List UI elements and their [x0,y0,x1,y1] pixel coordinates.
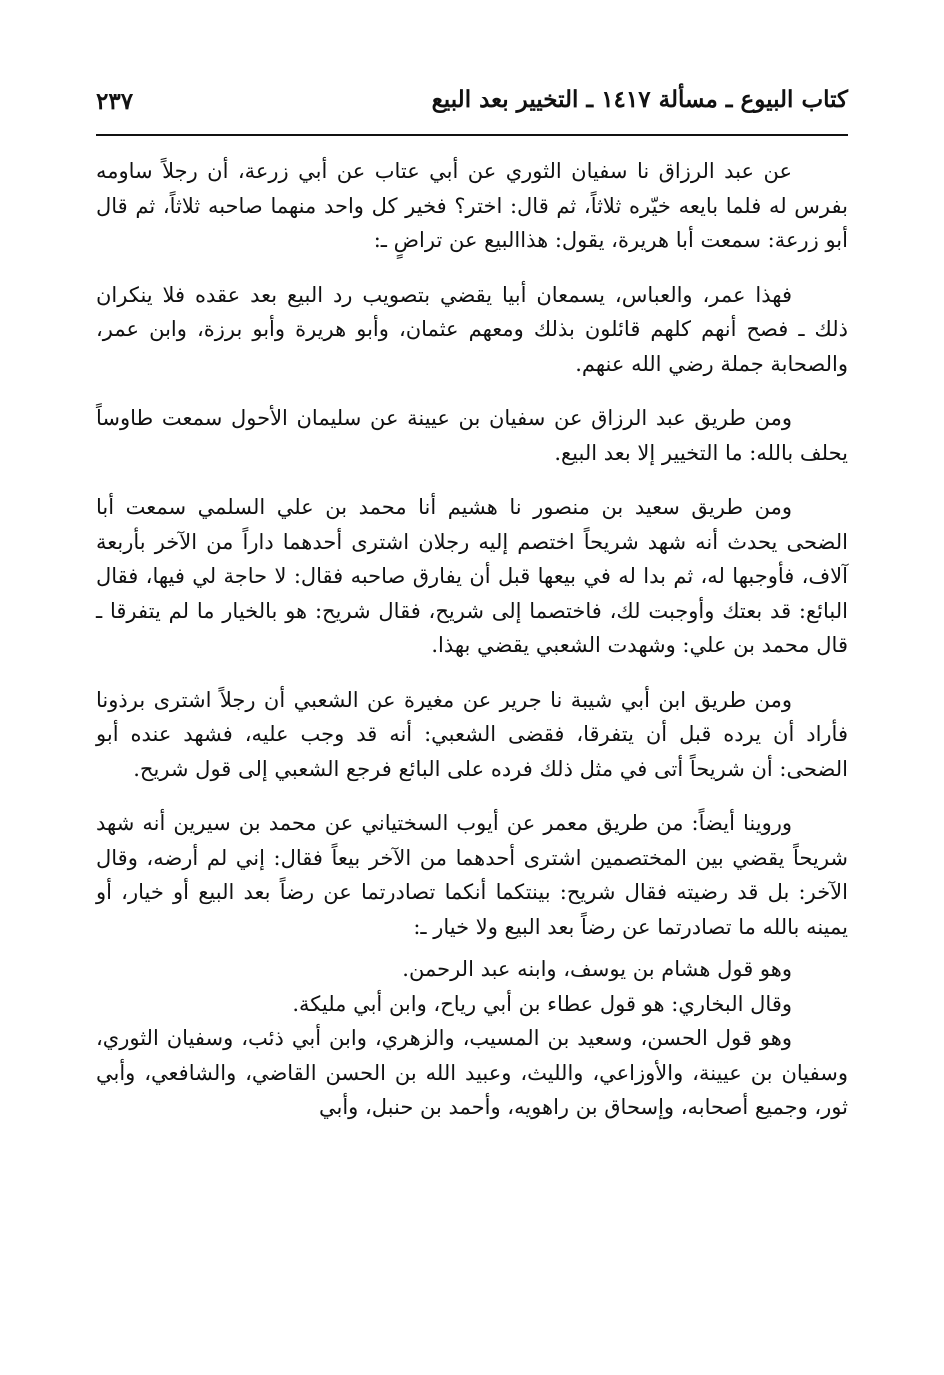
page-body [96,154,848,1125]
header-rule [96,134,848,136]
paragraph-shurayh-house: ومن طريق سعيد بن منصور نا هشيم أنا محمد بن علي السلمي سمعت أبا الضحى يحدث أنه شهد شريحاً اختصم إليه رجلان اشترى أحدهما داراً من الآخر بأربعة آلاف، فأوجبها له، ثم بدا له في بيعها قبل أن يفارق صاحبه فقال: لا حاجة لي فيها، فقال البائع: قد بعتك وأوجبت لك، فاختصما إلى شريح، فقال شريح: هو بالخيار ما لم يتفرقا ـ قال محمد بن علي: وشهدت الشعبي يقضي بهذا. [96,495,848,657]
paragraph-tawus: ومن طريق عبد الرزاق عن سفيان بن عيينة عن سليمان الأحول سمعت طاوساً يحلف بالله: ما التخيير إلا بعد البيع. [96,406,848,465]
paragraph-umar-abbas: فهذا عمر، والعباس، يسمعان أبيا يقضي بتصويب رد البيع بعد عقده فلا ينكران ذلك ـ فصح أنهم كلهم قائلون بذلك ومعهم عثمان، وأبو هريرة وأبو برزة، وابن عمر، والصحابة جملة رضي الله عنهم. [96,282,848,376]
page-header [96,86,848,128]
paragraph-ibn-sirin: وروينا أيضاً: من طريق معمر عن أيوب السختياني عن محمد بن سيرين أنه شهد شريحاً يقضي بين المختصمين اشترى أحدهما من الآخر بيعاً فقال: إني لم أرضه، وقال الآخر: بل قد رضيته فقال شريح: بينتكما أنكما تصادرتما عن رضاً بعد البيع أو خيار، أو يمينه بالله ما تصادرتما عن رضاً بعد البيع ولا خيار ـ: [96,811,848,939]
paragraph-hisham: وهو قول هشام بن يوسف، وابنه عبد الرحمن. [402,957,792,981]
paragraph-scholars-list: وهو قول الحسن، وسعيد بن المسيب، والزهري، وابن أبي ذئب، وسفيان الثوري، وسفيان بن عيينة، والأوزاعي، والليث، وعبيد الله بن الحسن القاضي، والشافعي، وأبي ثور، وجميع أصحابه، وإسحاق بن راهويه، وأحمد بن حنبل، وأبي [96,1026,848,1119]
paragraph-bukhari: وقال البخاري: هو قول عطاء بن أبي رياح، وابن أبي مليكة. [292,991,792,1016]
paragraph-shabi: ومن طريق ابن أبي شيبة نا جرير عن مغيرة عن الشعبي أن رجلاً اشترى برذونا فأراد أن يرده قبل أن يتفرقا، فقضى الشعبي: أنه قد وجب عليه، فشهد عنده أبو الضحى: أن شريحاً أتى في مثل ذلك فرده على البائع فرجع الشعبي إلى قول شريح. [96,687,848,781]
page-number: ٢٣٧ [96,88,134,115]
running-title: كتاب البيوع ـ مسألة ١٤١٧ ـ التخيير بعد البيع [431,86,848,113]
paragraph-abu-zura: عن عبد الرزاق نا سفيان الثوري عن أبي عتاب عن أبي زرعة، أن رجلاً ساومه بفرس له فلما بايعه خيّره ثلاثاً، ثم قال: اختر؟ فخير كل واحد منهما صاحبه ثلاثاً، ثم قال أبو زرعة: سمعت أبا هريرة، يقول: هذاالبيع عن تراضٍ ـ: [96,159,848,252]
